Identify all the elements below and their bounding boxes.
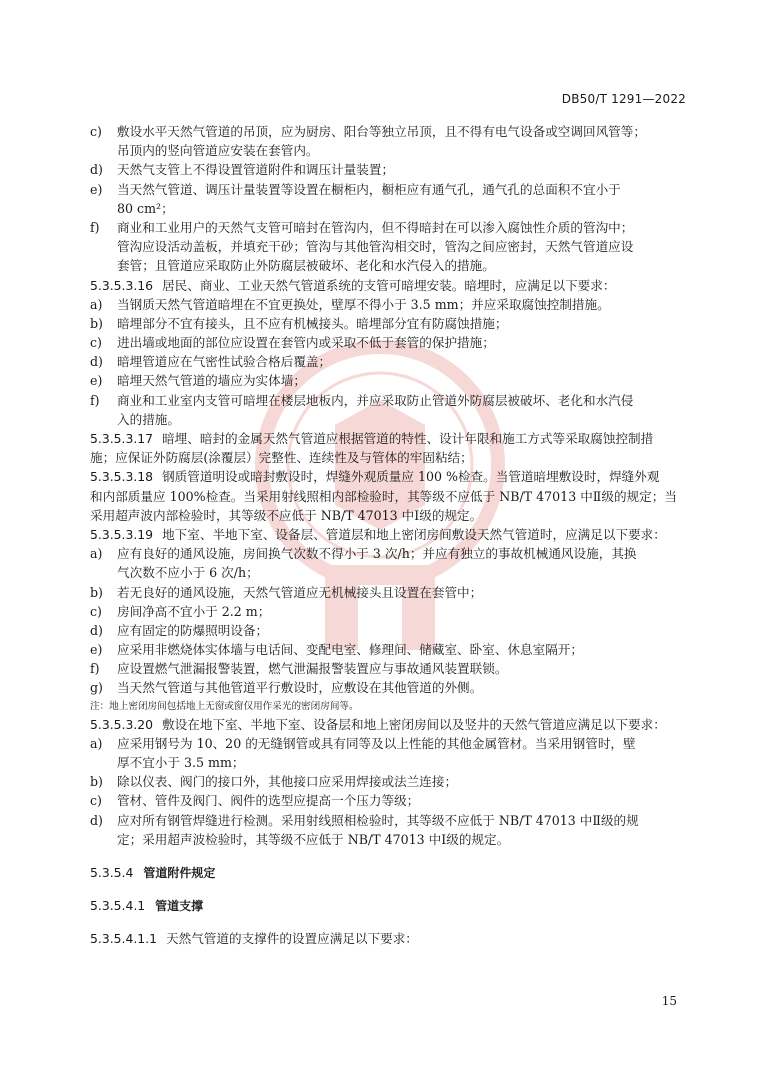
list-item-marker: d) [90, 812, 103, 828]
section-title: 管道支撑 [155, 898, 204, 913]
list-item-marker: a) [90, 546, 103, 562]
list-item [90, 659, 690, 678]
list-item-marker: e) [90, 181, 103, 197]
clause-paragraph-continuation: 和内部质量应 100%检查。当采用射线照相内部检验时，其等级不应低于 NB/T 47013 中Ⅱ级的规定；当 [90, 488, 677, 504]
clause-text: 敷设在地下室、半地下室、设备层和地上密闭房间以及竖井的天然气管道应满足以下要求： [162, 716, 666, 732]
list-item-continuation: 定；采用超声波检验时，其等级不应低于 NB/T 47013 中Ⅰ级的规定。 [117, 831, 510, 847]
section-title: 管道附件规定 [143, 865, 216, 880]
list-item [90, 772, 690, 791]
list-item-text: 当钢质天然气管道暗埋在不宜更换处，壁厚不得小于 3.5 mm；并应采取腐蚀控制措施。 [117, 296, 610, 312]
section-heading [90, 896, 690, 915]
list-item [90, 295, 690, 314]
list-item-text: 应采用非燃烧体实体墙与电话间、变配电室、修理间、储藏室、卧室、休息室隔开； [117, 642, 583, 658]
list-item-marker: b) [90, 315, 103, 331]
section-number: 5.3.5.4.1 [90, 897, 146, 913]
clause-paragraph [90, 467, 690, 486]
list-item-text: 当天然气管道与其他管道平行敷设时，应敷设在其他管道的外侧。 [117, 680, 483, 696]
list-item-marker: f) [90, 661, 100, 677]
list-item-continuation: 厚不宜小于 3.5 mm； [117, 755, 245, 770]
note: 注：地上密闭房间包括地上无窗或窗仅用作采光的密闭房间等。 [90, 700, 359, 712]
list-item-marker: f) [90, 392, 100, 408]
list-item [90, 811, 690, 830]
list-item-text: 暗埋管道应在气密性试验合格后覆盖； [117, 354, 332, 370]
clause-number: 5.3.5.3.16 [90, 277, 154, 293]
list-item [90, 678, 690, 697]
list-item-marker: c) [90, 793, 102, 809]
list-item-text: 应有良好的通风设施，房间换气次数不得小于 3 次/h；并应有独立的事故机械通风设施，其换 [117, 546, 637, 562]
clause-paragraph [90, 929, 690, 948]
list-item-marker: d) [90, 622, 103, 638]
list-item [90, 602, 690, 621]
list-item-marker: c) [90, 603, 102, 619]
clause-text: 暗埋、暗封的金属天然气管道应根据管道的特性、设计年限和施工方式等采取腐蚀控制措 [162, 431, 654, 446]
list-item [90, 391, 690, 410]
list-item [90, 544, 690, 563]
list-item [90, 160, 690, 179]
clause-text: 地下室、半地下室、设备层、管道层和地上密闭房间敷设天然气管道时，应满足以下要求： [162, 526, 666, 542]
list-item [90, 314, 690, 333]
clause-paragraph [90, 429, 690, 448]
clause-paragraph-continuation: 采用超声波内部检验时，其等级不应低于 NB/T 47013 中Ⅰ级的规定。 [90, 507, 483, 523]
list-item [90, 791, 690, 810]
list-item [90, 180, 690, 199]
list-item-text: 敷设水平天然气管道的吊顶，应为厨房、阳台等独立吊顶，且不得有电气设备或空调回风管等； [117, 124, 646, 139]
list-item [90, 734, 690, 753]
list-item-text: 若无良好的通风设施，天然气管道应无机械接头且设置在套管中； [117, 584, 483, 600]
list-item-continuation: 气次数不应小于 6 次/h； [117, 565, 259, 581]
list-item-marker: a) [90, 296, 103, 312]
clause-paragraph-continuation: 施；应保证外防腐层(涂覆层）完整性、连续性及与管体的牢固粘结； [90, 450, 473, 466]
clause-number: 5.3.5.3.19 [90, 526, 154, 542]
list-item-text: 暗埋部分不宜有接头，且不应有机械接头。暗埋部分宜有防腐蚀措施； [117, 315, 508, 331]
clause-number: 5.3.5.3.17 [90, 431, 154, 446]
list-item-marker: d) [90, 162, 103, 178]
list-item-marker: d) [90, 354, 103, 370]
list-item [90, 621, 690, 640]
clause-paragraph [90, 715, 690, 734]
clause-number: 5.3.5.3.18 [90, 469, 154, 485]
list-item-marker: c) [90, 335, 102, 351]
clause-number: 5.3.5.4.1.1 [90, 930, 157, 946]
document-id: DB50/T 1291—2022 [561, 92, 686, 106]
list-item [90, 122, 690, 141]
list-item [90, 583, 690, 602]
list-item-continuation: 管沟应设活动盖板，并填充干砂；管沟与其他管沟相交时，管沟之间应密封，天然气管道应设 [117, 239, 634, 255]
list-item-continuation: 吊顶内的竖向管道应安装在套管内。 [117, 143, 319, 159]
list-item [90, 352, 690, 371]
clause-text: 钢质管道明设或暗封敷设时，焊缝外观质量应 100 %检查。当管道暗埋敷设时，焊缝外观 [162, 469, 660, 485]
document-body [90, 122, 690, 948]
list-item [90, 640, 690, 659]
clause-number: 5.3.5.3.20 [90, 716, 154, 732]
section-number: 5.3.5.4 [90, 864, 134, 880]
list-item [90, 371, 690, 390]
list-item-text: 进出墙或地面的部位应设置在套管内或采取不低于套管的保护措施； [117, 335, 495, 351]
list-item-continuation: 入的措施。 [117, 411, 180, 427]
list-item-text: 应设置燃气泄漏报警装置，燃气泄漏报警装置应与事故通风装置联锁。 [117, 661, 508, 677]
list-item-text: 商业和工业用户的天然气支管可暗封在管沟内，但不得暗封在可以渗入腐蚀性介质的管沟中； [117, 219, 634, 235]
section-heading [90, 863, 690, 882]
list-item-text: 应有固定的防爆照明设备； [117, 622, 269, 638]
list-item-marker: a) [90, 735, 103, 751]
list-item-marker: b) [90, 774, 103, 790]
list-item-marker: g) [90, 680, 103, 696]
list-item-text: 房间净高不宜小于 2.2 m； [117, 603, 271, 619]
list-item-text: 除以仪表、阀门的接口外，其他接口应采用焊接或法兰连接； [117, 774, 458, 790]
list-item-text: 管材、管件及阀门、阀件的选型应提高一个压力等级； [117, 793, 420, 809]
list-item-text: 天然气支管上不得设置管道附件和调压计量装置； [117, 162, 395, 178]
list-item-marker: c) [90, 124, 102, 139]
list-item-text: 应对所有钢管焊缝进行检测。采用射线照相检验时，其等级不应低于 NB/T 47013 中Ⅱ级的规 [117, 812, 639, 828]
list-item-text: 商业和工业室内支管可暗埋在楼层地板内，并应采取防止管道外防腐层被破坏、老化和水汽侵 [117, 392, 634, 408]
list-item-continuation: 套管；且管道应采取防止外防腐层被破坏、老化和水汽侵入的措施。 [117, 258, 495, 274]
list-item-text: 暗埋天然气管道的墙应为实体墙； [117, 373, 306, 389]
list-item [90, 218, 690, 237]
list-item-marker: e) [90, 373, 103, 389]
list-item-continuation: 80 cm²； [117, 200, 174, 216]
page-number: 15 [661, 994, 677, 1008]
list-item-text: 应采用钢号为 10、20 的无缝钢管或具有同等及以上性能的其他金属管材。当采用钢管时，壁 [117, 735, 636, 751]
list-item-text: 当天然气管道、调压计量装置等设置在橱柜内，橱柜应有通气孔，通气孔的总面积不宜小于 [117, 181, 621, 197]
clause-paragraph [90, 525, 690, 544]
clause-paragraph [90, 276, 690, 295]
list-item-marker: b) [90, 584, 103, 600]
clause-text: 居民、商业、工业天然气管道系统的支管可暗埋安装。暗埋时，应满足以下要求： [162, 277, 616, 293]
clause-text: 天然气管道的支撑件的设置应满足以下要求： [166, 930, 418, 946]
list-item [90, 333, 690, 352]
list-item-marker: e) [90, 642, 103, 658]
list-item-marker: f) [90, 219, 100, 235]
